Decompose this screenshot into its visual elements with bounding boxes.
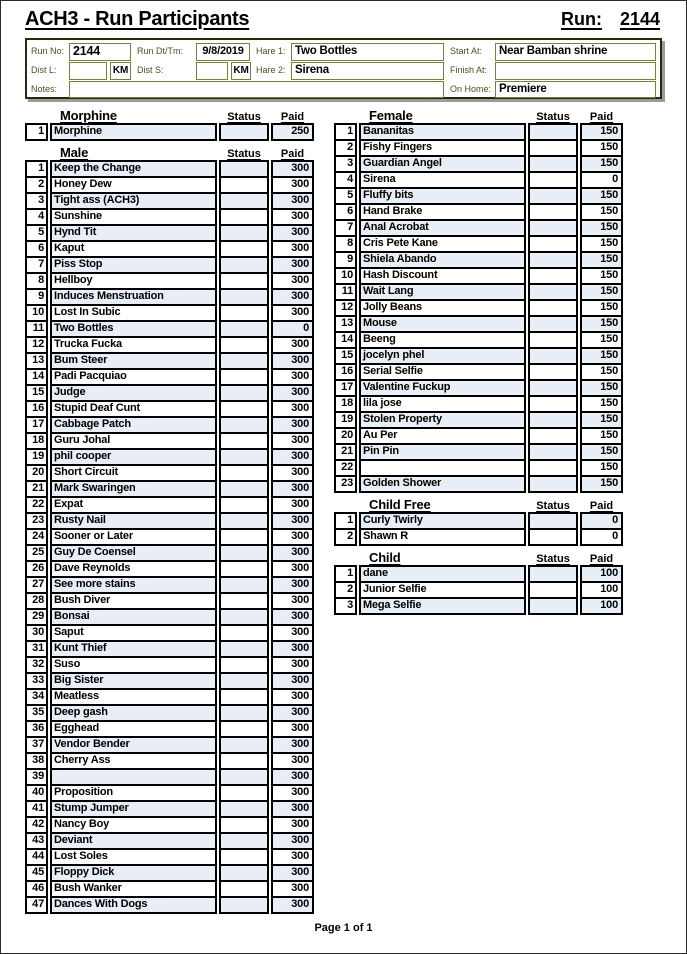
paid-amount[interactable]: 300 — [271, 784, 314, 802]
row-index: 35 — [25, 704, 48, 722]
status-cell[interactable] — [219, 123, 269, 141]
participant-name[interactable]: Au Per — [359, 427, 526, 445]
paid-amount[interactable]: 150 — [580, 475, 623, 493]
paid-amount[interactable]: 150 — [580, 411, 623, 429]
row-index: 12 — [334, 299, 357, 317]
participant-tables — [1, 99, 686, 914]
row-index: 9 — [25, 288, 48, 306]
paid-amount[interactable]: 100 — [580, 565, 623, 583]
paid-amount[interactable]: 150 — [580, 427, 623, 445]
notes-field[interactable] — [69, 81, 444, 98]
paid-amount[interactable]: 300 — [271, 336, 314, 354]
participant-name[interactable]: Suso — [50, 656, 217, 674]
hare1-label: Hare 1: — [256, 46, 286, 56]
participant-name[interactable]: Proposition — [50, 784, 217, 802]
paid-amount[interactable]: 0 — [580, 512, 623, 530]
row-index: 2 — [334, 581, 357, 599]
participant-name[interactable]: Jolly Beans — [359, 299, 526, 317]
participant-name[interactable]: Sooner or Later — [50, 528, 217, 546]
row-index: 1 — [25, 160, 48, 178]
row-index: 9 — [334, 251, 357, 269]
row-index: 2 — [334, 528, 357, 546]
report-header — [1, 1, 686, 31]
row-index: 16 — [334, 363, 357, 381]
row-index: 21 — [25, 480, 48, 498]
section-child_free — [334, 495, 623, 546]
row-index: 30 — [25, 624, 48, 642]
participant-name[interactable]: Hellboy — [50, 272, 217, 290]
paid-amount[interactable]: 150 — [580, 187, 623, 205]
participant-name[interactable]: Lost In Subic — [50, 304, 217, 322]
participant-name[interactable]: Induces Menstruation — [50, 288, 217, 306]
paid-amount[interactable]: 250 — [271, 123, 314, 141]
row-index: 18 — [334, 395, 357, 413]
row-index: 8 — [334, 235, 357, 253]
row-index: 5 — [334, 187, 357, 205]
participant-name[interactable]: Kunt Thief — [50, 640, 217, 658]
status-column-header: Status — [227, 148, 261, 160]
participant-name[interactable]: Stump Jumper — [50, 800, 217, 818]
paid-amount[interactable]: 300 — [271, 496, 314, 514]
row-index: 6 — [25, 240, 48, 258]
row-index: 10 — [334, 267, 357, 285]
participant-name[interactable]: Hynd Tit — [50, 224, 217, 242]
run-no-label: Run No: — [31, 46, 65, 56]
run-header — [561, 9, 660, 30]
participant-name[interactable]: Fishy Fingers — [359, 139, 526, 157]
row-index: 3 — [334, 155, 357, 173]
participant-name[interactable]: Cabbage Patch — [50, 416, 217, 434]
paid-amount[interactable]: 300 — [271, 432, 314, 450]
participant-name[interactable]: Bush Wanker — [50, 880, 217, 898]
row-index: 20 — [25, 464, 48, 482]
paid-amount[interactable]: 150 — [580, 459, 623, 477]
section-title: Child — [369, 550, 401, 565]
participant-name[interactable]: Cris Pete Kane — [359, 235, 526, 253]
row-index: 1 — [334, 123, 357, 141]
paid-amount[interactable]: 300 — [271, 576, 314, 594]
row-index: 14 — [25, 368, 48, 386]
paid-amount[interactable]: 300 — [271, 560, 314, 578]
row-index: 47 — [25, 896, 48, 914]
participant-name[interactable]: Meatless — [50, 688, 217, 706]
paid-amount[interactable]: 300 — [271, 528, 314, 546]
paid-amount[interactable]: 300 — [271, 848, 314, 866]
row-index: 16 — [25, 400, 48, 418]
row-index: 17 — [25, 416, 48, 434]
participant-name[interactable]: Bush Diver — [50, 592, 217, 610]
row-index: 17 — [334, 379, 357, 397]
paid-amount[interactable]: 300 — [271, 864, 314, 882]
paid-amount[interactable]: 0 — [580, 528, 623, 546]
row-index: 5 — [25, 224, 48, 242]
participant-name[interactable]: Short Circuit — [50, 464, 217, 482]
paid-amount[interactable]: 300 — [271, 544, 314, 562]
participant-name[interactable]: Big Sister — [50, 672, 217, 690]
participant-name[interactable]: Morphine — [50, 123, 217, 141]
row-index: 20 — [334, 427, 357, 445]
paid-amount[interactable]: 300 — [271, 624, 314, 642]
paid-amount[interactable]: 300 — [271, 592, 314, 610]
participant-name[interactable]: Valentine Fuckup — [359, 379, 526, 397]
run-info-form — [25, 38, 662, 99]
paid-amount[interactable]: 150 — [580, 219, 623, 237]
paid-amount[interactable]: 150 — [580, 331, 623, 349]
paid-column-header: Paid — [280, 111, 305, 123]
paid-amount[interactable]: 300 — [271, 208, 314, 226]
participant-name[interactable]: lila jose — [359, 395, 526, 413]
finish-at-label: Finish At: — [450, 65, 488, 75]
row-index: 13 — [334, 315, 357, 333]
section-child — [334, 548, 623, 615]
paid-amount[interactable]: 300 — [271, 448, 314, 466]
on-home-field[interactable]: Premiere — [495, 81, 656, 98]
paid-amount[interactable]: 300 — [271, 304, 314, 322]
table-row — [334, 528, 623, 546]
table-row — [25, 896, 314, 914]
paid-amount[interactable]: 300 — [271, 736, 314, 754]
section-male — [25, 143, 314, 914]
section-header — [25, 106, 314, 123]
row-index: 13 — [25, 352, 48, 370]
participant-name[interactable]: Expat — [50, 496, 217, 514]
row-index: 4 — [25, 208, 48, 226]
row-index: 34 — [25, 688, 48, 706]
row-index: 28 — [25, 592, 48, 610]
row-index: 7 — [334, 219, 357, 237]
paid-amount[interactable]: 300 — [271, 704, 314, 722]
row-index: 41 — [25, 800, 48, 818]
page-footer: Page 1 of 1 — [314, 922, 373, 934]
paid-amount[interactable]: 150 — [580, 203, 623, 221]
status-cell[interactable] — [219, 896, 269, 914]
page-title: ACH3 - Run Participants — [25, 8, 250, 30]
paid-amount[interactable]: 300 — [271, 240, 314, 258]
row-index: 2 — [25, 176, 48, 194]
paid-amount[interactable]: 300 — [271, 512, 314, 530]
row-index: 43 — [25, 832, 48, 850]
participant-name[interactable]: Guardian Angel — [359, 155, 526, 173]
row-index: 21 — [334, 443, 357, 461]
paid-amount[interactable]: 150 — [580, 235, 623, 253]
status-column-header: Status — [536, 553, 570, 565]
section-title: Child Free — [369, 497, 431, 512]
dist-s-unit: KM — [231, 62, 251, 80]
participant-name[interactable]: See more stains — [50, 576, 217, 594]
finish-at-field[interactable] — [495, 62, 656, 80]
participant-name[interactable]: Tight ass (ACH3) — [50, 192, 217, 210]
participant-name[interactable]: Shawn R — [359, 528, 526, 546]
paid-amount[interactable]: 150 — [580, 299, 623, 317]
participant-name[interactable]: Vendor Bender — [50, 736, 217, 754]
participant-name[interactable]: Mouse — [359, 315, 526, 333]
participant-name[interactable]: Piss Stop — [50, 256, 217, 274]
paid-amount[interactable]: 300 — [271, 368, 314, 386]
paid-amount[interactable]: 300 — [271, 720, 314, 738]
row-index: 8 — [25, 272, 48, 290]
participant-name[interactable]: Pin Pin — [359, 443, 526, 461]
participant-name[interactable]: Beeng — [359, 331, 526, 349]
section-title: Male — [60, 145, 89, 160]
paid-amount[interactable]: 300 — [271, 464, 314, 482]
row-index: 38 — [25, 752, 48, 770]
status-column-header: Status — [536, 111, 570, 123]
row-index: 31 — [25, 640, 48, 658]
section-header — [25, 143, 314, 160]
row-index: 1 — [25, 123, 48, 141]
row-index: 24 — [25, 528, 48, 546]
paid-amount[interactable]: 150 — [580, 251, 623, 269]
table-row — [25, 123, 314, 141]
row-index: 2 — [334, 139, 357, 157]
row-index: 39 — [25, 768, 48, 786]
paid-amount[interactable]: 300 — [271, 896, 314, 914]
run-label: Run: — [560, 9, 602, 29]
section-morphine — [25, 106, 314, 141]
section-female — [334, 106, 623, 493]
paid-amount[interactable]: 150 — [580, 363, 623, 381]
paid-amount[interactable]: 100 — [580, 581, 623, 599]
start-at-label: Start At: — [450, 46, 483, 56]
row-index: 15 — [334, 347, 357, 365]
participant-name[interactable]: jocelyn phel — [359, 347, 526, 365]
paid-amount[interactable]: 300 — [271, 288, 314, 306]
row-index: 27 — [25, 576, 48, 594]
row-index: 29 — [25, 608, 48, 626]
row-index: 19 — [25, 448, 48, 466]
row-index: 46 — [25, 880, 48, 898]
paid-amount[interactable]: 150 — [580, 283, 623, 301]
paid-column-header: Paid — [589, 111, 614, 123]
participant-name[interactable]: Cherry Ass — [50, 752, 217, 770]
paid-amount[interactable]: 300 — [271, 256, 314, 274]
paid-amount[interactable]: 300 — [271, 768, 314, 786]
start-at-field[interactable]: Near Bamban shrine — [495, 43, 656, 61]
row-index: 45 — [25, 864, 48, 882]
run-date-label: Run Dt/Tm: — [137, 46, 184, 56]
dist-s-field[interactable] — [196, 62, 228, 80]
row-index: 1 — [334, 512, 357, 530]
status-cell[interactable] — [528, 528, 578, 546]
participant-name[interactable]: Bananitas — [359, 123, 526, 141]
paid-amount[interactable]: 0 — [271, 320, 314, 338]
participant-name[interactable]: Wait Lang — [359, 283, 526, 301]
row-index: 44 — [25, 848, 48, 866]
row-index: 14 — [334, 331, 357, 349]
participant-name[interactable]: Kaput — [50, 240, 217, 258]
paid-amount[interactable]: 300 — [271, 224, 314, 242]
paid-amount[interactable]: 300 — [271, 640, 314, 658]
row-index: 10 — [25, 304, 48, 322]
row-index: 23 — [25, 512, 48, 530]
participant-name[interactable]: dane — [359, 565, 526, 583]
row-index: 26 — [25, 560, 48, 578]
participant-name[interactable]: Shiela Abando — [359, 251, 526, 269]
participant-name[interactable]: Guy De Coensel — [50, 544, 217, 562]
run-no-field[interactable]: 2144 — [69, 43, 131, 61]
paid-amount[interactable]: 150 — [580, 267, 623, 285]
paid-amount[interactable]: 0 — [580, 171, 623, 189]
status-cell[interactable] — [528, 597, 578, 615]
paid-amount[interactable]: 300 — [271, 672, 314, 690]
participant-name[interactable]: Hash Discount — [359, 267, 526, 285]
section-title: Female — [369, 108, 413, 123]
participant-name[interactable]: Two Bottles — [50, 320, 217, 338]
row-index: 37 — [25, 736, 48, 754]
row-index: 4 — [334, 171, 357, 189]
participant-name[interactable]: Judge — [50, 384, 217, 402]
paid-amount[interactable]: 150 — [580, 379, 623, 397]
participant-name[interactable]: Deep gash — [50, 704, 217, 722]
paid-amount[interactable]: 150 — [580, 347, 623, 365]
paid-amount[interactable]: 300 — [271, 816, 314, 834]
paid-amount[interactable]: 300 — [271, 176, 314, 194]
participant-name[interactable]: phil cooper — [50, 448, 217, 466]
paid-amount[interactable]: 300 — [271, 880, 314, 898]
paid-amount[interactable]: 150 — [580, 123, 623, 141]
participant-name[interactable]: Dances With Dogs — [50, 896, 217, 914]
row-index: 42 — [25, 816, 48, 834]
row-index: 11 — [334, 283, 357, 301]
participant-name[interactable]: Guru Johal — [50, 432, 217, 450]
paid-column-header: Paid — [280, 148, 305, 160]
paid-amount[interactable]: 150 — [580, 155, 623, 173]
participant-name[interactable]: Nancy Boy — [50, 816, 217, 834]
hare1-field[interactable]: Two Bottles — [291, 43, 444, 61]
participant-name[interactable]: Dave Reynolds — [50, 560, 217, 578]
paid-amount[interactable]: 300 — [271, 688, 314, 706]
participant-name[interactable]: Lost Soles — [50, 848, 217, 866]
participant-name[interactable]: Sirena — [359, 171, 526, 189]
paid-amount[interactable]: 300 — [271, 352, 314, 370]
participant-name[interactable]: Bum Steer — [50, 352, 217, 370]
participant-name[interactable]: Anal Acrobat — [359, 219, 526, 237]
row-index: 40 — [25, 784, 48, 802]
paid-amount[interactable]: 300 — [271, 480, 314, 498]
row-index: 3 — [334, 597, 357, 615]
paid-amount[interactable]: 100 — [580, 597, 623, 615]
paid-amount[interactable]: 150 — [580, 443, 623, 461]
row-index: 22 — [334, 459, 357, 477]
participant-name[interactable]: Floppy Dick — [50, 864, 217, 882]
dist-l-label: Dist L: — [31, 65, 57, 75]
paid-amount[interactable]: 300 — [271, 272, 314, 290]
row-index: 23 — [334, 475, 357, 493]
paid-amount[interactable]: 150 — [580, 395, 623, 413]
participant-name[interactable]: Stolen Property — [359, 411, 526, 429]
participant-name[interactable]: Stupid Deaf Cunt — [50, 400, 217, 418]
participant-name[interactable]: Deviant — [50, 832, 217, 850]
participant-name[interactable]: Fluffy bits — [359, 187, 526, 205]
dist-l-unit: KM — [110, 62, 131, 80]
row-index: 32 — [25, 656, 48, 674]
participant-name[interactable]: Egghead — [50, 720, 217, 738]
paid-column-header: Paid — [589, 553, 614, 565]
participant-name[interactable]: Mega Selfie — [359, 597, 526, 615]
row-index: 11 — [25, 320, 48, 338]
dist-l-field[interactable] — [69, 62, 107, 80]
participant-name[interactable]: Bonsai — [50, 608, 217, 626]
paid-amount[interactable]: 300 — [271, 384, 314, 402]
table-row — [334, 475, 623, 493]
row-index: 12 — [25, 336, 48, 354]
section-header — [334, 495, 623, 512]
paid-amount[interactable]: 150 — [580, 315, 623, 333]
table-row — [334, 597, 623, 615]
participant-name[interactable]: Hand Brake — [359, 203, 526, 221]
row-index: 36 — [25, 720, 48, 738]
on-home-label: On Home: — [450, 84, 492, 94]
row-index: 15 — [25, 384, 48, 402]
status-column-header: Status — [227, 111, 261, 123]
row-index: 6 — [334, 203, 357, 221]
paid-amount[interactable]: 300 — [271, 416, 314, 434]
hare2-label: Hare 2: — [256, 65, 286, 75]
participant-name[interactable]: Serial Selfie — [359, 363, 526, 381]
participant-name[interactable]: Rusty Nail — [50, 512, 217, 530]
row-index: 22 — [25, 496, 48, 514]
paid-amount[interactable]: 300 — [271, 800, 314, 818]
row-index: 33 — [25, 672, 48, 690]
dist-s-label: Dist S: — [137, 65, 164, 75]
section-title: Morphine — [60, 108, 117, 123]
paid-amount[interactable]: 300 — [271, 192, 314, 210]
paid-amount[interactable]: 300 — [271, 832, 314, 850]
participant-name[interactable]: Sunshine — [50, 208, 217, 226]
left-column — [25, 106, 314, 914]
paid-column-header: Paid — [589, 500, 614, 512]
section-header — [334, 548, 623, 565]
notes-label: Notes: — [31, 84, 58, 94]
participant-name[interactable]: Curly Twirly — [359, 512, 526, 530]
right-column — [334, 106, 623, 615]
paid-amount[interactable]: 300 — [271, 608, 314, 626]
participant-name[interactable]: Honey Dew — [50, 176, 217, 194]
participant-name[interactable]: Padi Pacquiao — [50, 368, 217, 386]
paid-amount[interactable]: 300 — [271, 400, 314, 418]
participant-name[interactable]: Keep the Change — [50, 160, 217, 178]
participant-name[interactable]: Junior Selfie — [359, 581, 526, 599]
participant-name[interactable]: Saput — [50, 624, 217, 642]
paid-amount[interactable]: 150 — [580, 139, 623, 157]
row-index: 7 — [25, 256, 48, 274]
participant-name[interactable]: Mark Swaringen — [50, 480, 217, 498]
row-index: 1 — [334, 565, 357, 583]
run-number: 2144 — [619, 9, 660, 29]
status-column-header: Status — [536, 500, 570, 512]
paid-amount[interactable]: 300 — [271, 656, 314, 674]
run-date-field[interactable]: 9/8/2019 — [196, 43, 250, 61]
row-index: 19 — [334, 411, 357, 429]
row-index: 25 — [25, 544, 48, 562]
row-index: 3 — [25, 192, 48, 210]
participant-name[interactable]: Trucka Fucka — [50, 336, 217, 354]
hare2-field[interactable]: Sirena — [291, 62, 444, 80]
paid-amount[interactable]: 300 — [271, 752, 314, 770]
row-index: 18 — [25, 432, 48, 450]
participant-name[interactable]: Golden Shower — [359, 475, 526, 493]
section-header — [334, 106, 623, 123]
paid-amount[interactable]: 300 — [271, 160, 314, 178]
status-cell[interactable] — [528, 475, 578, 493]
